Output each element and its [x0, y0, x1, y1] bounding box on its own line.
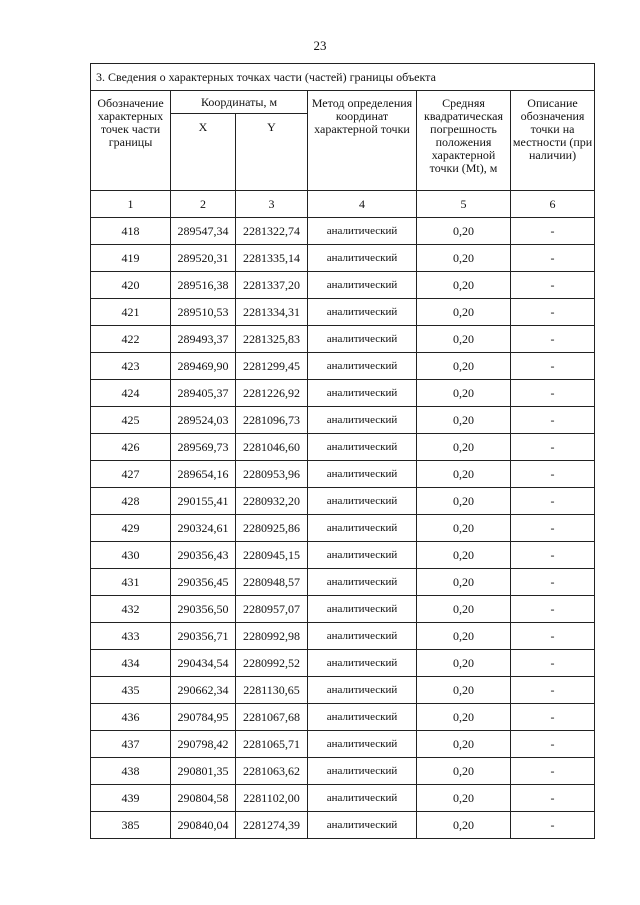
y-coordinate-cell: 2281102,00 — [236, 785, 308, 812]
table-row — [91, 461, 595, 488]
accuracy-cell: 0,20 — [417, 569, 511, 596]
accuracy-cell: 0,20 — [417, 299, 511, 326]
accuracy-cell: 0,20 — [417, 434, 511, 461]
page-number: 23 — [313, 38, 327, 53]
accuracy-cell: 0,20 — [417, 488, 511, 515]
point-cell: 423 — [91, 353, 171, 380]
column-number: 1 — [91, 191, 171, 218]
table-row — [91, 515, 595, 542]
y-coordinate-cell: 2281063,62 — [236, 758, 308, 785]
x-coordinate-cell: 290804,58 — [171, 785, 236, 812]
column-number: 6 — [511, 191, 595, 218]
column-number-row — [91, 191, 595, 218]
header-accuracy: Средняя квадратическая погрешность положения характерной точки (Mt), м — [417, 91, 511, 191]
x-coordinate-cell: 289654,16 — [171, 461, 236, 488]
x-coordinate-cell: 290356,45 — [171, 569, 236, 596]
method-cell: аналитический — [308, 785, 417, 812]
y-coordinate-cell: 2280953,96 — [236, 461, 308, 488]
point-cell: 428 — [91, 488, 171, 515]
description-cell: - — [511, 704, 595, 731]
header-x: X — [171, 114, 236, 191]
x-coordinate-cell: 289516,38 — [171, 272, 236, 299]
accuracy-cell: 0,20 — [417, 785, 511, 812]
point-cell: 436 — [91, 704, 171, 731]
method-cell: аналитический — [308, 677, 417, 704]
table-row — [91, 731, 595, 758]
x-coordinate-cell: 289510,53 — [171, 299, 236, 326]
method-cell: аналитический — [308, 245, 417, 272]
y-coordinate-cell: 2280992,98 — [236, 623, 308, 650]
y-coordinate-cell: 2280992,52 — [236, 650, 308, 677]
description-cell: - — [511, 731, 595, 758]
point-cell: 429 — [91, 515, 171, 542]
method-cell: аналитический — [308, 299, 417, 326]
accuracy-cell: 0,20 — [417, 596, 511, 623]
table-row — [91, 245, 595, 272]
method-cell: аналитический — [308, 461, 417, 488]
point-cell: 421 — [91, 299, 171, 326]
table-row — [91, 218, 595, 245]
point-cell: 433 — [91, 623, 171, 650]
y-coordinate-cell: 2281322,74 — [236, 218, 308, 245]
accuracy-cell: 0,20 — [417, 326, 511, 353]
y-coordinate-cell: 2281130,65 — [236, 677, 308, 704]
x-coordinate-cell: 290434,54 — [171, 650, 236, 677]
y-coordinate-cell: 2281096,73 — [236, 407, 308, 434]
column-number: 3 — [236, 191, 308, 218]
accuracy-cell: 0,20 — [417, 218, 511, 245]
y-coordinate-cell: 2281226,92 — [236, 380, 308, 407]
point-cell: 432 — [91, 596, 171, 623]
accuracy-cell: 0,20 — [417, 515, 511, 542]
description-cell: - — [511, 299, 595, 326]
point-cell: 435 — [91, 677, 171, 704]
description-cell: - — [511, 542, 595, 569]
table-body — [91, 218, 595, 839]
method-cell: аналитический — [308, 407, 417, 434]
x-coordinate-cell: 290356,50 — [171, 596, 236, 623]
method-cell: аналитический — [308, 569, 417, 596]
column-number: 5 — [417, 191, 511, 218]
y-coordinate-cell: 2281067,68 — [236, 704, 308, 731]
y-coordinate-cell: 2280932,20 — [236, 488, 308, 515]
y-coordinate-cell: 2281274,39 — [236, 812, 308, 839]
accuracy-cell: 0,20 — [417, 704, 511, 731]
point-cell: 418 — [91, 218, 171, 245]
x-coordinate-cell: 289569,73 — [171, 434, 236, 461]
x-coordinate-cell: 289524,03 — [171, 407, 236, 434]
point-cell: 419 — [91, 245, 171, 272]
method-cell: аналитический — [308, 515, 417, 542]
method-cell: аналитический — [308, 353, 417, 380]
x-coordinate-cell: 290356,43 — [171, 542, 236, 569]
y-coordinate-cell: 2281065,71 — [236, 731, 308, 758]
method-cell: аналитический — [308, 623, 417, 650]
description-cell: - — [511, 407, 595, 434]
header-row — [91, 91, 595, 114]
table-row — [91, 434, 595, 461]
x-coordinate-cell: 290155,41 — [171, 488, 236, 515]
y-coordinate-cell: 2281334,31 — [236, 299, 308, 326]
description-cell: - — [511, 353, 595, 380]
method-cell: аналитический — [308, 380, 417, 407]
description-cell: - — [511, 461, 595, 488]
point-cell: 430 — [91, 542, 171, 569]
table-row — [91, 407, 595, 434]
description-cell: - — [511, 785, 595, 812]
header-y: Y — [236, 114, 308, 191]
table-row — [91, 326, 595, 353]
y-coordinate-cell: 2281046,60 — [236, 434, 308, 461]
description-cell: - — [511, 515, 595, 542]
accuracy-cell: 0,20 — [417, 758, 511, 785]
table-row — [91, 299, 595, 326]
accuracy-cell: 0,20 — [417, 461, 511, 488]
point-cell: 434 — [91, 650, 171, 677]
point-cell: 426 — [91, 434, 171, 461]
table-row — [91, 488, 595, 515]
method-cell: аналитический — [308, 704, 417, 731]
description-cell: - — [511, 569, 595, 596]
y-coordinate-cell: 2281325,83 — [236, 326, 308, 353]
y-coordinate-cell: 2281337,20 — [236, 272, 308, 299]
characteristic-points-table — [90, 63, 595, 839]
method-cell: аналитический — [308, 650, 417, 677]
description-cell: - — [511, 434, 595, 461]
method-cell: аналитический — [308, 326, 417, 353]
method-cell: аналитический — [308, 731, 417, 758]
header-coordinates: Координаты, м — [171, 91, 308, 114]
description-cell: - — [511, 218, 595, 245]
x-coordinate-cell: 289405,37 — [171, 380, 236, 407]
header-method: Метод определения координат характерной точки — [308, 91, 417, 191]
section-title-row — [91, 64, 595, 91]
accuracy-cell: 0,20 — [417, 812, 511, 839]
column-number: 4 — [308, 191, 417, 218]
point-cell: 427 — [91, 461, 171, 488]
x-coordinate-cell: 290840,04 — [171, 812, 236, 839]
header-point: Обозначение характерных точек части границы — [91, 91, 171, 191]
method-cell: аналитический — [308, 542, 417, 569]
accuracy-cell: 0,20 — [417, 380, 511, 407]
y-coordinate-cell: 2280948,57 — [236, 569, 308, 596]
x-coordinate-cell: 289520,31 — [171, 245, 236, 272]
accuracy-cell: 0,20 — [417, 245, 511, 272]
point-cell: 385 — [91, 812, 171, 839]
x-coordinate-cell: 290356,71 — [171, 623, 236, 650]
table-row — [91, 353, 595, 380]
y-coordinate-cell: 2280957,07 — [236, 596, 308, 623]
description-cell: - — [511, 380, 595, 407]
point-cell: 424 — [91, 380, 171, 407]
point-cell: 431 — [91, 569, 171, 596]
y-coordinate-cell: 2281335,14 — [236, 245, 308, 272]
section-title: 3. Сведения о характерных точках части (частей) границы объекта — [91, 64, 595, 91]
point-cell: 437 — [91, 731, 171, 758]
point-cell: 438 — [91, 758, 171, 785]
method-cell: аналитический — [308, 596, 417, 623]
method-cell: аналитический — [308, 812, 417, 839]
accuracy-cell: 0,20 — [417, 677, 511, 704]
description-cell: - — [511, 272, 595, 299]
x-coordinate-cell: 290662,34 — [171, 677, 236, 704]
x-coordinate-cell: 290324,61 — [171, 515, 236, 542]
y-coordinate-cell: 2280925,86 — [236, 515, 308, 542]
description-cell: - — [511, 596, 595, 623]
description-cell: - — [511, 758, 595, 785]
method-cell: аналитический — [308, 488, 417, 515]
table-row — [91, 812, 595, 839]
accuracy-cell: 0,20 — [417, 731, 511, 758]
point-cell: 422 — [91, 326, 171, 353]
description-cell: - — [511, 245, 595, 272]
table-row — [91, 569, 595, 596]
column-number: 2 — [171, 191, 236, 218]
accuracy-cell: 0,20 — [417, 407, 511, 434]
point-cell: 425 — [91, 407, 171, 434]
point-cell: 439 — [91, 785, 171, 812]
point-cell: 420 — [91, 272, 171, 299]
description-cell: - — [511, 488, 595, 515]
table-row — [91, 650, 595, 677]
y-coordinate-cell: 2281299,45 — [236, 353, 308, 380]
x-coordinate-cell: 290798,42 — [171, 731, 236, 758]
x-coordinate-cell: 290784,95 — [171, 704, 236, 731]
description-cell: - — [511, 650, 595, 677]
accuracy-cell: 0,20 — [417, 650, 511, 677]
table-row — [91, 704, 595, 731]
table-row — [91, 542, 595, 569]
description-cell: - — [511, 623, 595, 650]
table-row — [91, 677, 595, 704]
x-coordinate-cell: 289493,37 — [171, 326, 236, 353]
method-cell: аналитический — [308, 218, 417, 245]
method-cell: аналитический — [308, 272, 417, 299]
accuracy-cell: 0,20 — [417, 272, 511, 299]
description-cell: - — [511, 326, 595, 353]
accuracy-cell: 0,20 — [417, 623, 511, 650]
description-cell: - — [511, 677, 595, 704]
table-row — [91, 596, 595, 623]
table-row — [91, 380, 595, 407]
method-cell: аналитический — [308, 758, 417, 785]
x-coordinate-cell: 290801,35 — [171, 758, 236, 785]
accuracy-cell: 0,20 — [417, 542, 511, 569]
table-row — [91, 623, 595, 650]
table-row — [91, 758, 595, 785]
y-coordinate-cell: 2280945,15 — [236, 542, 308, 569]
x-coordinate-cell: 289547,34 — [171, 218, 236, 245]
x-coordinate-cell: 289469,90 — [171, 353, 236, 380]
accuracy-cell: 0,20 — [417, 353, 511, 380]
description-cell: - — [511, 812, 595, 839]
table-row — [91, 785, 595, 812]
table-row — [91, 272, 595, 299]
method-cell: аналитический — [308, 434, 417, 461]
header-description: Описание обозначения точки на местности (при наличии) — [511, 91, 595, 191]
